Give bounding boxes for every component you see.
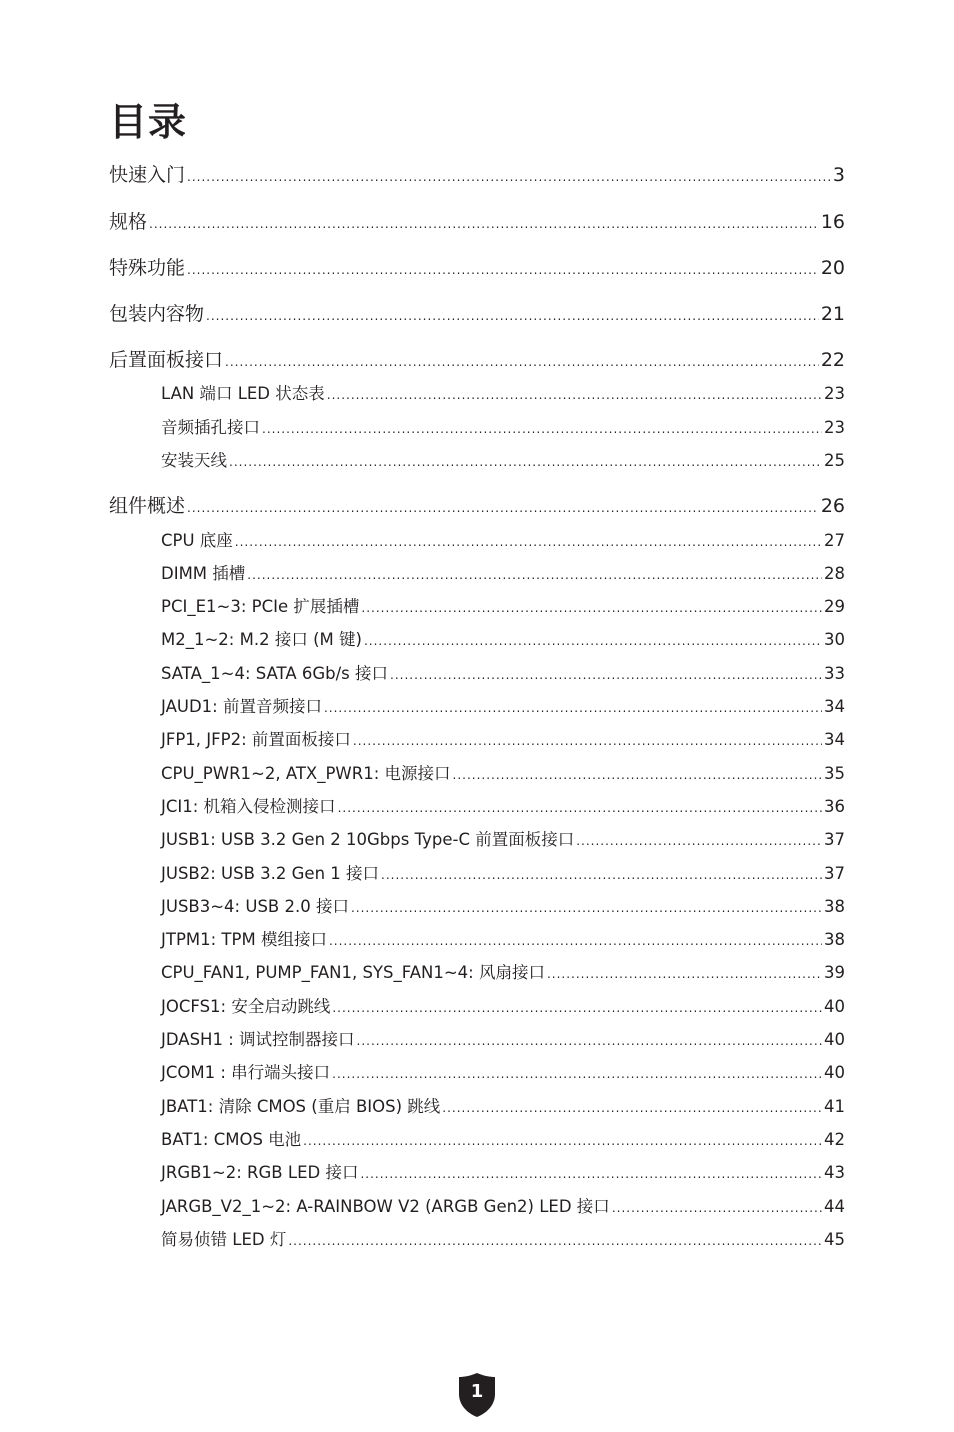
dot-leader xyxy=(351,896,822,920)
dot-leader xyxy=(187,494,819,522)
dot-leader xyxy=(324,696,822,720)
toc-entry-label: JAUD1: 前置音频接口 xyxy=(161,697,322,716)
dot-leader xyxy=(262,417,822,441)
dot-leader xyxy=(612,1196,822,1220)
dot-leader xyxy=(381,863,822,887)
dot-leader xyxy=(357,1029,823,1053)
dot-leader xyxy=(206,302,819,330)
toc-entry[interactable] xyxy=(161,1061,845,1085)
toc-entry[interactable] xyxy=(161,529,845,553)
toc-entry-page: 38 xyxy=(824,897,845,916)
toc-entry-label: JRGB1~2: RGB LED 接口 xyxy=(161,1163,359,1182)
dot-leader xyxy=(442,1096,822,1120)
toc-entry-page: 25 xyxy=(824,451,845,470)
dot-leader xyxy=(327,383,822,407)
dot-leader xyxy=(453,763,822,787)
dot-leader xyxy=(338,796,822,820)
dot-leader xyxy=(288,1229,822,1253)
toc-entry[interactable] xyxy=(161,828,845,852)
toc-entry[interactable] xyxy=(161,382,845,406)
toc-entry[interactable] xyxy=(161,728,845,752)
dot-leader xyxy=(364,629,822,653)
toc-entry[interactable] xyxy=(161,1095,845,1119)
toc-entry-page: 39 xyxy=(824,963,845,982)
toc-entry[interactable] xyxy=(161,562,845,586)
toc-entry-label: JFP1, JFP2: 前置面板接口 xyxy=(161,730,351,749)
toc-entry-label: JUSB2: USB 3.2 Gen 1 接口 xyxy=(161,864,380,883)
toc-entry-label: 规格 xyxy=(109,211,148,233)
toc-entry[interactable] xyxy=(109,492,845,520)
toc-entry-label: PCI_E1~3: PCIe 扩展插槽 xyxy=(161,597,360,616)
toc-entry[interactable] xyxy=(161,1195,845,1219)
toc-entry-page: 34 xyxy=(824,730,845,749)
toc-entry[interactable] xyxy=(161,695,845,719)
dot-leader xyxy=(149,210,819,238)
toc-entry-page: 43 xyxy=(824,1163,845,1182)
toc-entry-label: CPU_FAN1, PUMP_FAN1, SYS_FAN1~4: 风扇接口 xyxy=(161,963,545,982)
toc-entry-label: 快速入门 xyxy=(109,164,186,186)
toc-entry[interactable] xyxy=(109,300,845,328)
toc-entry-page: 38 xyxy=(824,930,845,949)
dot-leader xyxy=(225,348,819,376)
toc-entry-label: CPU_PWR1~2, ATX_PWR1: 电源接口 xyxy=(161,764,451,783)
toc-entry-page: 28 xyxy=(824,564,845,583)
toc-entry-label: LAN 端口 LED 状态表 xyxy=(161,384,325,403)
toc-entry-page: 44 xyxy=(824,1197,845,1216)
toc-entry-label: DIMM 插槽 xyxy=(161,564,246,583)
toc-entry-page: 3 xyxy=(832,164,845,186)
dot-leader xyxy=(332,996,822,1020)
toc-entry[interactable] xyxy=(161,595,845,619)
toc-entry-label: JUSB3~4: USB 2.0 接口 xyxy=(161,897,349,916)
toc-entry-label: 音频插孔接口 xyxy=(161,418,260,437)
toc-entry-label: 组件概述 xyxy=(109,495,186,517)
toc-entry-label: 后置面板接口 xyxy=(109,349,224,371)
toc-entry[interactable] xyxy=(161,1128,845,1152)
toc-entry-page: 20 xyxy=(820,257,845,279)
toc-entry-page: 34 xyxy=(824,697,845,716)
toc-entry-label: 简易侦错 LED 灯 xyxy=(161,1230,287,1249)
toc-entry-label: JOCFS1: 安全启动跳线 xyxy=(161,997,331,1016)
toc-entry[interactable] xyxy=(161,795,845,819)
toc-entry-page: 36 xyxy=(824,797,845,816)
dot-leader xyxy=(547,962,822,986)
toc-entry-page: 40 xyxy=(824,1030,845,1049)
toc-entry-label: JCOM1 : 串行端头接口 xyxy=(161,1063,331,1082)
toc-entry-page: 29 xyxy=(824,597,845,616)
toc-entry-page: 37 xyxy=(824,864,845,883)
toc-entry[interactable] xyxy=(161,449,845,473)
dot-leader xyxy=(329,929,822,953)
toc-entry-label: BAT1: CMOS 电池 xyxy=(161,1130,302,1149)
toc-entry-page: 16 xyxy=(820,211,845,233)
toc-entry-page: 42 xyxy=(824,1130,845,1149)
toc-entry-page: 30 xyxy=(824,630,845,649)
toc-entry[interactable] xyxy=(109,254,845,282)
toc-entry-page: 23 xyxy=(824,384,845,403)
toc-entry-label: JTPM1: TPM 模组接口 xyxy=(161,930,327,949)
toc-entry[interactable] xyxy=(109,208,845,236)
toc-entry[interactable] xyxy=(161,628,845,652)
dot-leader xyxy=(576,829,822,853)
toc-entry[interactable] xyxy=(161,662,845,686)
toc-entry-page: 21 xyxy=(820,303,845,325)
toc-entry[interactable] xyxy=(161,928,845,952)
toc-entry[interactable] xyxy=(161,862,845,886)
toc-entry-page: 35 xyxy=(824,764,845,783)
toc-entry-page: 27 xyxy=(824,531,845,550)
dot-leader xyxy=(361,596,822,620)
toc-entry-label: JARGB_V2_1~2: A-RAINBOW V2 (ARGB Gen2) LED 接口 xyxy=(161,1197,610,1216)
toc-entry[interactable] xyxy=(161,1028,845,1052)
toc-entry-page: 41 xyxy=(824,1097,845,1116)
toc-entry-label: 安装天线 xyxy=(161,451,227,470)
toc-entry-label: SATA_1~4: SATA 6Gb/s 接口 xyxy=(161,664,389,683)
toc-entry-page: 22 xyxy=(820,349,845,371)
page-title: 目录 xyxy=(109,100,188,144)
dot-leader xyxy=(303,1129,822,1153)
dot-leader xyxy=(187,256,819,284)
dot-leader xyxy=(360,1162,822,1186)
toc-entry[interactable] xyxy=(161,762,845,786)
toc-entry-label: JBAT1: 清除 CMOS (重启 BIOS) 跳线 xyxy=(161,1097,441,1116)
dot-leader xyxy=(353,729,822,753)
dot-leader xyxy=(229,450,822,474)
toc-entry-label: 包装内容物 xyxy=(109,303,205,325)
toc-entry[interactable] xyxy=(161,416,845,440)
toc-entry[interactable] xyxy=(161,895,845,919)
toc-entry-label: JUSB1: USB 3.2 Gen 2 10Gbps Type-C 前置面板接口 xyxy=(161,830,575,849)
dot-leader xyxy=(247,563,822,587)
page-number: 1 xyxy=(470,1381,484,1402)
dot-leader xyxy=(332,1062,822,1086)
toc-entry-page: 23 xyxy=(824,418,845,437)
dot-leader xyxy=(390,663,822,687)
toc-entry-page: 33 xyxy=(824,664,845,683)
toc-entry-page: 26 xyxy=(820,495,845,517)
toc-entry[interactable] xyxy=(109,161,845,189)
dot-leader xyxy=(235,530,822,554)
toc-entry-label: CPU 底座 xyxy=(161,531,233,550)
toc-entry[interactable] xyxy=(161,961,845,985)
toc-entry-page: 40 xyxy=(824,997,845,1016)
toc-entry-page: 40 xyxy=(824,1063,845,1082)
toc-entry-label: M2_1~2: M.2 接口 (M 键) xyxy=(161,630,362,649)
toc-entry[interactable] xyxy=(109,346,845,374)
toc-entry[interactable] xyxy=(161,1228,845,1252)
dot-leader xyxy=(187,163,831,191)
toc-entry[interactable] xyxy=(161,1161,845,1185)
toc-entry-label: JDASH1 : 调试控制器接口 xyxy=(161,1030,355,1049)
toc-entry[interactable] xyxy=(161,995,845,1019)
toc-entry-page: 45 xyxy=(824,1230,845,1249)
toc-entry-label: 特殊功能 xyxy=(109,257,186,279)
toc-entry-label: JCI1: 机箱入侵检测接口 xyxy=(161,797,336,816)
toc-entry-page: 37 xyxy=(824,830,845,849)
